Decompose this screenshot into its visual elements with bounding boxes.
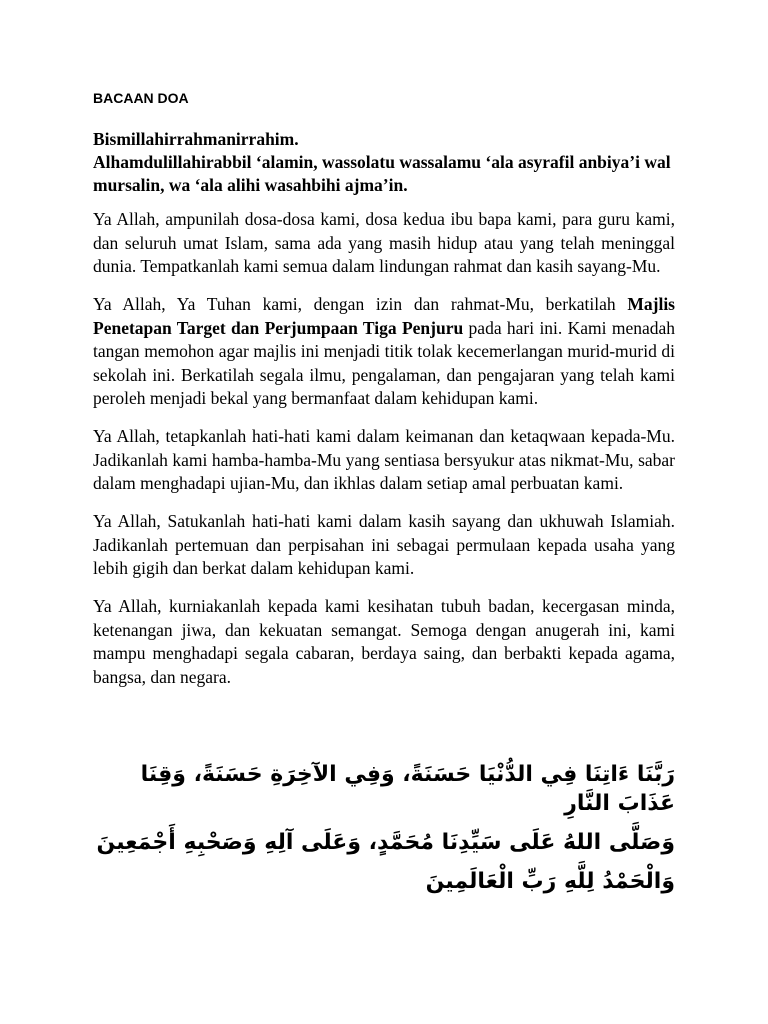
- paragraph-blessing: [93, 293, 675, 411]
- arabic-rabbana: رَبَّنَا ءَاتِنَا فِي الدُّنْيَا حَسَنَةً، وَفِي الآخِرَةِ حَسَنَةً، وَقِنَا عَذَابَ النَّارِ: [140, 762, 675, 816]
- paragraph-health: Ya Allah, kurniakanlah kepada kami kesihatan tubuh badan, kecergasan minda, ketenangan jiwa, dan kekuatan semangat. Semoga dengan anugerah ini, kami mampu menghadapi segala cabaran, berdaya saing, dan berbakti kepada agama, bangsa, dan negara.: [93, 596, 675, 687]
- paragraph-blessing-end: pada hari ini. Kami menadah tangan memohon agar majlis ini menjadi titik tolak kecemerlangan murid-murid di sekolah ini. Berkatilah segala ilmu, pengalaman, dan pengajaran yang telah kami peroleh menjadi bekal yang bermanfaat dalam kehidupan kami.: [93, 317, 676, 408]
- prayer-body: [93, 208, 675, 704]
- paragraph-forgiveness: Ya Allah, ampunilah dosa-dosa kami, dosa kedua ibu bapa kami, para guru kami, dan seluruh umat Islam, sama ada yang masih hidup atau yang telah meninggal dunia. Tempatkanlah kami semua dalam lindungan rahmat dan kasih sayang-Mu.: [93, 209, 675, 276]
- arabic-salawat: وَصَلَّى اللهُ عَلَى سَيِّدِنَا مُحَمَّدٍ، وَعَلَى آلِهِ وَصَحْبِهِ أَجْمَعِينَ: [96, 830, 675, 855]
- basmalah-line: Bismillahirrahmanirrahim.: [93, 129, 299, 149]
- event-name: Majlis Penetapan Target dan Perjumpaan Tiga Penjuru: [93, 294, 675, 338]
- hamdalah-line: Alhamdulillahirabbil ‘alamin, wassolatu wassalamu ‘ala asyrafil anbiya’i wal mursalin, wa ‘ala alihi wasahbihi ajma’in.: [93, 152, 671, 195]
- opening-invocation: [93, 128, 683, 197]
- arabic-closing: [93, 760, 675, 906]
- paragraph-blessing-start: Ya Allah, Ya Tuhan kami, dengan izin dan rahmat-Mu, berkatilah: [93, 294, 628, 314]
- document-heading: BACAAN DOA: [93, 90, 189, 106]
- arabic-hamdalah: وَالْحَمْدُ لِلَّهِ رَبِّ الْعَالَمِينَ: [425, 869, 675, 894]
- paragraph-faith: Ya Allah, tetapkanlah hati-hati kami dalam keimanan dan ketaqwaan kepada-Mu. Jadikanlah kami hamba-hamba-Mu yang sentiasa bersyukur atas nikmat-Mu, sabar dalam menghadapi ujian-Mu, dan ikhlas dalam setiap amal perbuatan kami.: [93, 426, 675, 493]
- paragraph-unity: Ya Allah, Satukanlah hati-hati kami dalam kasih sayang dan ukhuwah Islamiah. Jadikanlah pertemuan dan perpisahan ini sebagai permulaan kepada usaha yang lebih gigih dan berkat dalam kehidupan kami.: [93, 511, 675, 578]
